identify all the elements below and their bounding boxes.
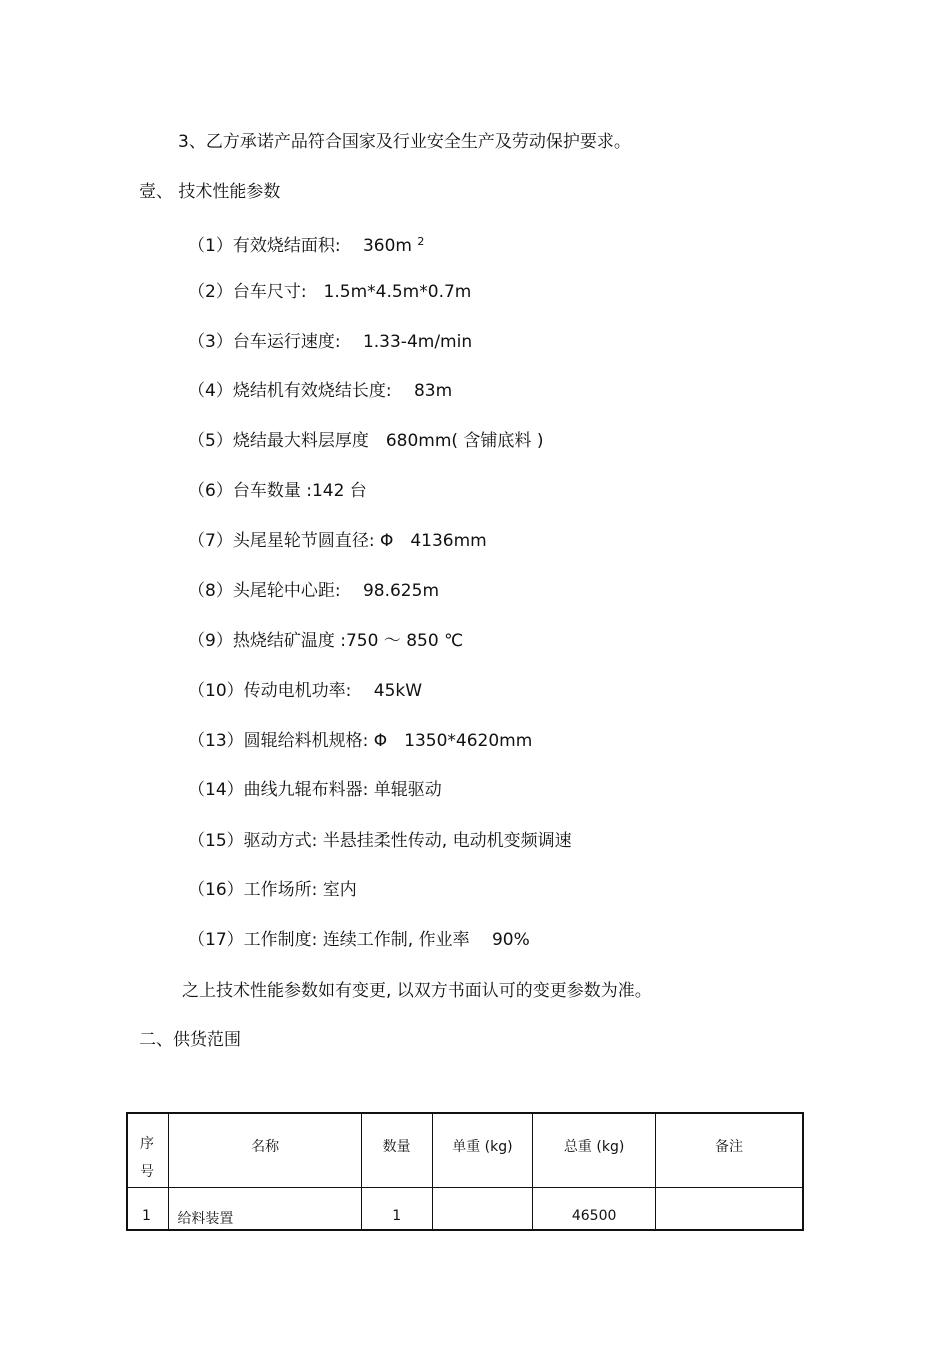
supply-table bbox=[126, 1112, 804, 1231]
param-line bbox=[188, 680, 422, 702]
param-text: 曲线九辊布料器: 单辊驱动 bbox=[243, 780, 442, 800]
header-total-weight: 总重 (kg) bbox=[533, 1113, 656, 1188]
param-number: （13） bbox=[188, 731, 244, 751]
param-text: 驱动方式: 半悬挂柔性传动, 电动机变频调速 bbox=[243, 831, 572, 851]
cell-index: 1 bbox=[127, 1188, 169, 1231]
param-text: 有效烧结面积: 360m bbox=[232, 236, 418, 256]
param-line bbox=[188, 430, 543, 452]
param-line bbox=[188, 281, 471, 303]
param-text: 台车尺寸: 1.5m*4.5m*0.7m bbox=[232, 282, 472, 302]
header-qty: 数量 bbox=[361, 1113, 432, 1188]
param-line bbox=[188, 480, 367, 502]
header-unit-weight: 单重 (kg) bbox=[432, 1113, 533, 1188]
cell-total-weight: 46500 bbox=[533, 1188, 656, 1231]
param-line bbox=[188, 830, 572, 852]
param-line bbox=[188, 630, 463, 652]
param-line bbox=[188, 779, 442, 801]
intro-line: 3、乙方承诺产品符合国家及行业安全生产及劳动保护要求。 bbox=[178, 132, 631, 152]
cell-remark bbox=[655, 1188, 803, 1231]
param-number: （7） bbox=[188, 531, 233, 551]
section-title-tech-params: 壹、 技术性能参数 bbox=[139, 182, 281, 202]
param-number: （17） bbox=[188, 930, 244, 950]
param-text: 头尾星轮节圆直径: Φ 4136mm bbox=[232, 531, 487, 551]
param-text: 烧结机有效烧结长度: 83m bbox=[232, 381, 453, 401]
param-text: 工作场所: 室内 bbox=[243, 880, 357, 900]
param-number: （3） bbox=[188, 332, 233, 352]
param-text: 台车数量 :142 台 bbox=[232, 481, 367, 501]
param-text: 热烧结矿温度 :750 ～ 850 ℃ bbox=[232, 631, 464, 651]
param-text: 烧结最大料层厚度 680mm( 含铺底料 ) bbox=[232, 431, 544, 451]
param-number: （10） bbox=[188, 681, 244, 701]
param-text: 圆辊给料机规格: Φ 1350*4620mm bbox=[243, 731, 533, 751]
param-line bbox=[188, 580, 439, 602]
param-line bbox=[188, 929, 530, 951]
cell-qty: 1 bbox=[361, 1188, 432, 1231]
param-text: 工作制度: 连续工作制, 作业率 90% bbox=[243, 930, 530, 950]
param-number: （16） bbox=[188, 880, 244, 900]
section-title-supply-scope: 二、供货范围 bbox=[139, 1030, 241, 1050]
param-number: （1） bbox=[188, 236, 233, 256]
param-line bbox=[188, 231, 424, 257]
header-index-line2: 号 bbox=[140, 1164, 154, 1180]
header-index bbox=[127, 1113, 169, 1188]
param-line bbox=[188, 380, 452, 402]
param-number: （14） bbox=[188, 780, 244, 800]
param-number: （4） bbox=[188, 381, 233, 401]
note-line: 之上技术性能参数如有变更, 以双方书面认可的变更参数为准。 bbox=[182, 981, 652, 1001]
cell-unit-weight bbox=[432, 1188, 533, 1231]
param-number: （2） bbox=[188, 282, 233, 302]
header-remark: 备注 bbox=[655, 1113, 803, 1188]
param-superscript: 2 bbox=[417, 235, 425, 248]
param-text: 台车运行速度: 1.33-4m/min bbox=[232, 332, 473, 352]
header-index-line1: 序 bbox=[140, 1136, 154, 1152]
table-row bbox=[127, 1188, 803, 1231]
header-name: 名称 bbox=[169, 1113, 361, 1188]
param-number: （9） bbox=[188, 631, 233, 651]
param-line bbox=[188, 530, 487, 552]
param-text: 传动电机功率: 45kW bbox=[243, 681, 423, 701]
table-header-row bbox=[127, 1113, 803, 1188]
param-number: （6） bbox=[188, 481, 233, 501]
param-line bbox=[188, 879, 357, 901]
param-number: （8） bbox=[188, 581, 233, 601]
cell-name: 给料装置 bbox=[169, 1188, 361, 1231]
param-line bbox=[188, 730, 532, 752]
param-number: （5） bbox=[188, 431, 233, 451]
param-text: 头尾轮中心距: 98.625m bbox=[232, 581, 440, 601]
param-number: （15） bbox=[188, 831, 244, 851]
param-line bbox=[188, 331, 472, 353]
